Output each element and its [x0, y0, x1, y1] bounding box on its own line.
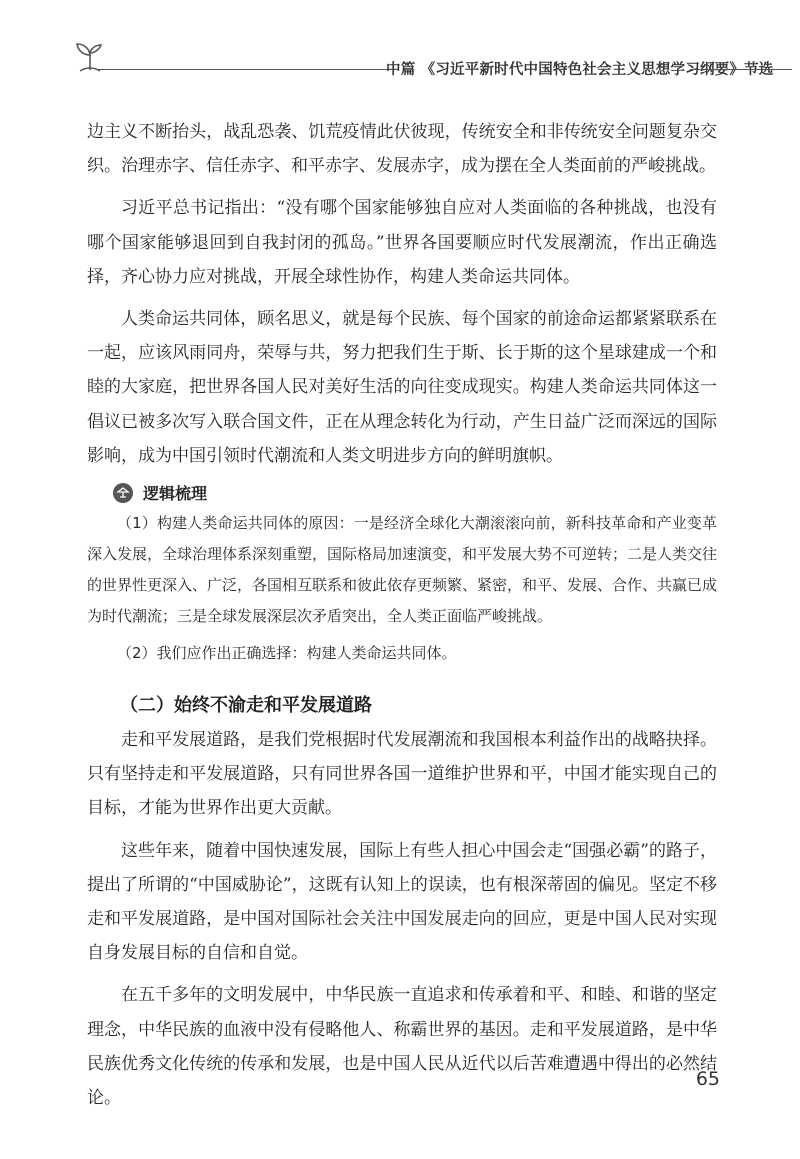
page-number: 65	[695, 1068, 720, 1090]
logic-summary-heading	[113, 481, 717, 504]
paragraph: 这些年来，随着中国快速发展，国际上有些人担心中国会走“国强必霸”的路子，提出了所谓的“中国威胁论”，这既有认知上的误读，也有根深蒂固的偏见。坚定不移走和平发展道路，是中国对国际社会关注中国发展走向的回应，更是中国人民对实现自身发展目标的自信和自觉。	[87, 840, 717, 964]
paragraph: 习近平总书记指出：“没有哪个国家能够独自应对人类面临的各种挑战，也没有哪个国家能够退回到自我封闭的孤岛。”世界各国要顺应时代发展潮流，作出正确选择，齐心协力应对挑战，开展全球性协作，构建人类命运共同体。	[87, 198, 717, 287]
page-header	[72, 38, 792, 78]
paragraph: 人类命运共同体，顾名思义，就是每个民族、每个国家的前途命运都紧紧联系在一起，应该风雨同舟，荣辱与共，努力把我们生于斯、长于斯的这个星球建成一个和睦的大家庭，把世界各国人民对美好生活的向往变成现实。构建人类命运共同体这一倡议已被多次写入联合国文件，正在从理念转化为行动，产生日益广泛而深远的国际影响，成为中国引领时代潮流和人类文明进步方向的鲜明旗帜。	[87, 309, 717, 466]
logic-item: （1）构建人类命运共同体的原因：一是经济全球化大潮滚滚向前，新科技革命和产业变革深入发展，全球治理体系深刻重塑，国际格局加速演变，和平发展大势不可逆转；二是人类交往的世界性更深入、广泛，各国相互联系和彼此依存更频繁、紧密，和平、发展、合作、共赢已成为时代潮流；三是全球发展深层次矛盾突出，全人类正面临严峻挑战。	[87, 514, 718, 626]
paragraph: 走和平发展道路，是我们党根据时代发展潮流和我国根本利益作出的战略抉择。只有坚持走和平发展道路，只有同世界各国一道维护世界和平，中国才能实现自己的目标，才能为世界作出更大贡献。	[87, 730, 717, 819]
paragraph: 在五千多年的文明发展中，中华民族一直追求和传承着和平、和睦、和谐的坚定理念，中华民族的血液中没有侵略他人、称霸世界的基因。走和平发展道路，是中华民族优秀文化传统的传承和发展，也是中国人民从近代以后苦难遭遇中得出的必然结论。	[87, 985, 717, 1109]
logic-item: （2）我们应作出正确选择：构建人类命运共同体。	[117, 644, 457, 663]
section-heading: （二）始终不渝走和平发展道路	[120, 695, 372, 717]
sprout-icon	[72, 40, 108, 72]
header-rule-left	[98, 69, 388, 70]
header-rule-right	[690, 69, 792, 70]
logic-tree-icon	[113, 483, 133, 503]
logic-summary-title: 逻辑梳理	[143, 484, 208, 504]
running-header-title: 中篇 《习近平新时代中国特色社会主义思想学习纲要》节选	[386, 62, 774, 78]
paragraph: 边主义不断抬头，战乱恐袭、饥荒疫情此伏彼现，传统安全和非传统安全问题复杂交织。治理赤字、信任赤字、和平赤字、发展赤字，成为摆在全人类面前的严峻挑战。	[87, 122, 717, 177]
page-body	[87, 115, 717, 1123]
